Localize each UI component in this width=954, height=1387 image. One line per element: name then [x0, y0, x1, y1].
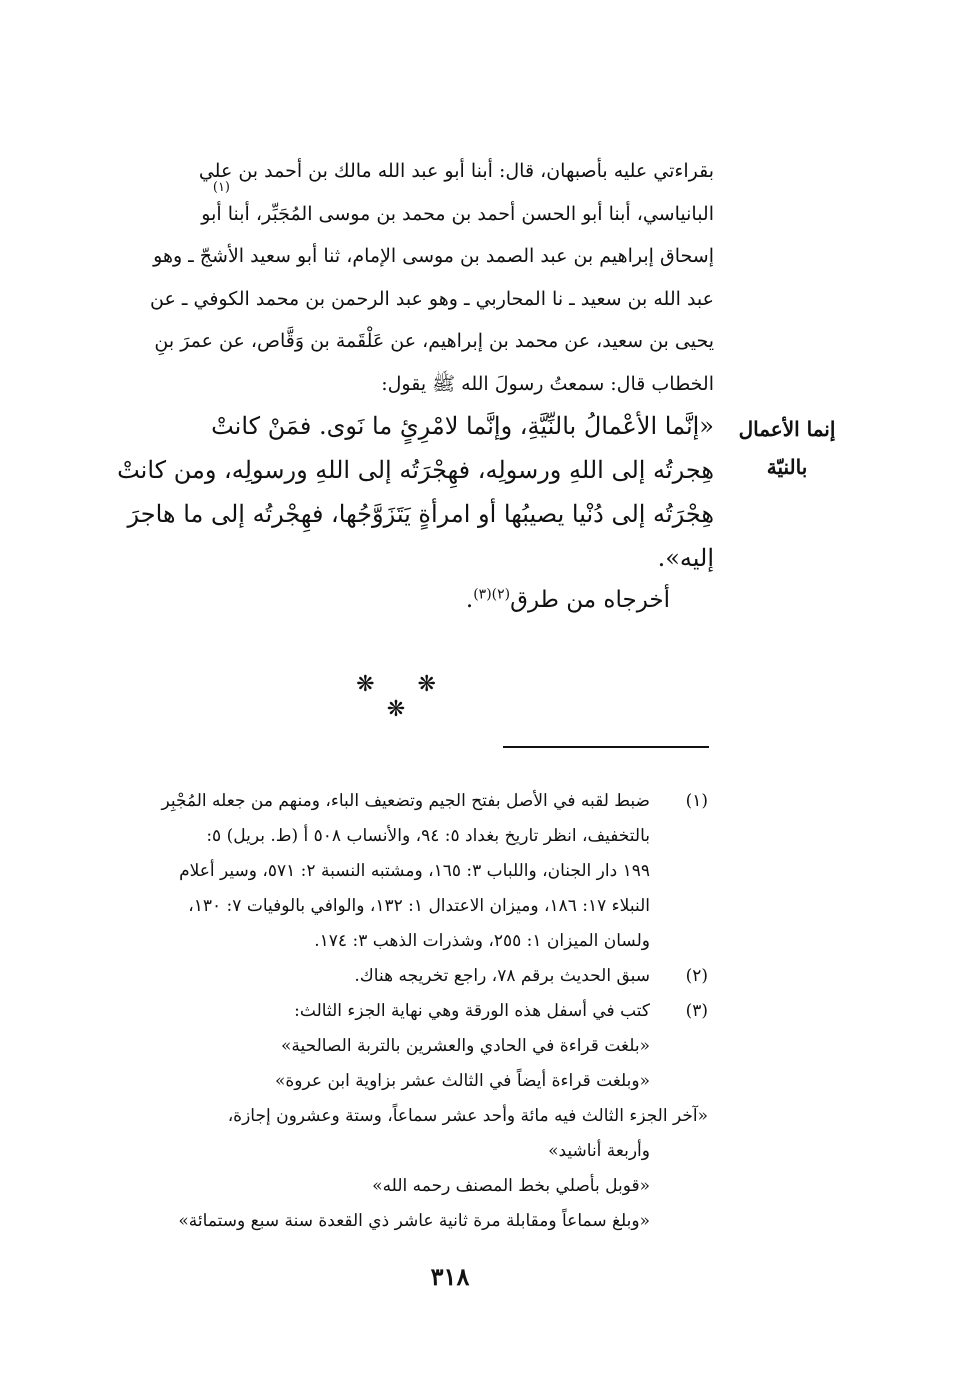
hadith-line: هِجرتُه إلى اللهِ ورسولِه، فهِجْرَتُه إلى اللهِ ورسولِه، ومن كانتْ [117, 456, 714, 484]
section-separator: ❋ ❋ ❋ [356, 672, 454, 722]
takhrij-line [170, 580, 670, 620]
hadith-text [102, 404, 714, 580]
text-line [102, 193, 714, 236]
book-page: بقراءتي عليه بأصبهان، قال: أبنا أبو عبد الله مالك بن أحمد بن علي البانياسي، أبنا أبو الحسن أحمد بن محمد بن موسى المُجَبِّر، أبنا أبو إسحاق إبراهيم بن عبد الصمد بن موسى الإمام، ثنا أبو سعيد الأشجّ ـ وهو عبد الله بن سعيد ـ نا المحاربي ـ وهو عبد الرحمن بن محمد الكوفي ـ عن يحيى بن سعيد، عن محمد بن إبراهيم، عن عَلْقَمة بن وَقَّاص، عن عمرَ بنِ الخطاب قال: سمعتُ رسولَ الله ﷺ يقول: (١) «إنَّما الأعْمالُ بالنِّيَّةِ، وإنَّما لامْرِئٍ ما نَوى. فمَنْ كانتْ هِجرتُه إلى اللهِ ورسولِه، فهِجْرَتُه إلى اللهِ ورسولِه، ومن كانتْ هِجْرَتُه إلى دُنْيا يصيبُها أو امرأةٍ يَتَزَوَّجُها، فهِجْرتُه إلى ما هاجرَ إليه». أخرجاه من طرق$^{(٢)(٣)}$. إنما الأعمال بالنيّة ❋ ❋ ❋ (١) ضبط لقبه في الأصل بفتح الجيم وتضعيف الباء، ومنهم من جعله المُجْبِر بالتخفيف، انظر تاريخ بغداد ٥: ٩٤، والأنساب ٥٠٨ أ (ط. بريل) ٥: ١٩٩ دار الجنان، واللباب ٣: ١٦٥، ومشتبه النسبة ٢: ٥٧١، وسير أعلام النبلاء ١٧: ١٨٦، وميزان الاعتدال ١: ١٣٢، والوافي بالوفيات ٧: ١٣٠، ولسان الميزان ١: ٢٥٥، وشذرات الذهب ٣: ١٧٤. (٢) سبق الحديث برقم ٧٨، راجع تخريجه هناك. (٣) كتب في أسفل هذه الورقة وهي نهاية الجزء الثالث: «بلغت قراءة في الحادي والعشرين بالتربة الصالحية» «وبلغت قراءة أيضاً في الثالث عشر بزاوية ابن عروة» «آخر الجزء الثالث فيه مائة وأحد عشر سماعاً، وستة وعشرون إجازة، وأربعة أناشيد» «قوبل بأصلي بخط المصنف رحمه الله» «وبلغ سماعاً ومقابلة مرة ثانية عاشر ذي القعدة سنة سبع وستمائة» ٣١٨ [0, 0, 954, 1387]
footnote-1 [102, 784, 708, 959]
footnote-line: ضبط لقبه في الأصل بفتح الجيم وتضعيف الباء، ومنهم من جعله المُجْبِر [161, 791, 650, 811]
text-line: إسحاق إبراهيم بن عبد الصمد بن موسى الإمام، ثنا أبو سعيد الأشجّ ـ وهو [153, 245, 714, 267]
footnote-line: كتب في أسفل هذه الورقة وهي نهاية الجزء الثالث: [294, 1001, 650, 1021]
takhrij-end: . [465, 587, 474, 613]
margin-heading-line: بالنيّة [766, 455, 808, 479]
hadith-line: هِجْرَتُه إلى دُنْيا يصيبُها أو امرأةٍ يَتَزَوَّجُها، فهِجْرتُه إلى ما هاجرَ [127, 500, 714, 528]
takhrij-references: (٢)(٣) [473, 586, 511, 603]
colophon-line: «قوبل بأصلي بخط المصنف رحمه الله» [372, 1176, 650, 1196]
colophon-line: «آخر الجزء الثالث فيه مائة وأحد عشر سماعاً، وستة وعشرون إجازة، [227, 1106, 708, 1126]
text-line: بقراءتي عليه بأصبهان، قال: أبنا أبو عبد الله مالك بن أحمد بن علي [198, 160, 714, 182]
footnote-line: سبق الحديث برقم ٧٨، راجع تخريجه هناك. [354, 966, 650, 986]
footnote-number: (١) [685, 791, 708, 811]
colophon-line: وأربعة أناشيد» [548, 1141, 650, 1161]
text-line-fragment: البانياسي، أبنا أبو الحسن أحمد بن محمد بن موسى المُجَبِّر، أبنا أبو [201, 202, 714, 225]
footnote-line: ١٩٩ دار الجنان، واللباب ٣: ١٦٥، ومشتبه النسبة ٢: ٥٧١، وسير أعلام [179, 861, 650, 881]
footnote-line: ولسان الميزان ١: ٢٥٥، وشذرات الذهب ٣: ١٧٤. [314, 931, 650, 951]
text-line: يحيى بن سعيد، عن محمد بن إبراهيم، عن عَلْقَمة بن وَقَّاص، عن عمرَ بنِ [154, 330, 714, 352]
hadith-line: «إنَّما الأعْمالُ بالنِّيَّةِ، وإنَّما لامْرِئٍ ما نَوى. فمَنْ كانتْ [211, 412, 714, 440]
footnote-divider [503, 746, 709, 748]
margin-heading [732, 410, 842, 486]
isnad-text [102, 150, 714, 405]
text-line: عبد الله بن سعيد ـ نا المحاربي ـ وهو عبد الرحمن بن محمد الكوفي ـ عن [150, 287, 714, 310]
margin-heading-line: إنما الأعمال [738, 417, 836, 441]
hadith-line: إليه». [657, 544, 714, 572]
colophon-line: «بلغت قراءة في الحادي والعشرين بالتربة الصالحية» [280, 1036, 650, 1056]
footnote-3 [102, 994, 708, 1029]
colophon-line: «وبلغت قراءة أيضاً في الثالث عشر بزاوية ابن عروة» [275, 1071, 650, 1091]
colophon-line: «وبلغ سماعاً ومقابلة مرة ثانية عاشر ذي القعدة سنة سبع وستمائة» [178, 1211, 650, 1231]
page-number: ٣١٨ [430, 1262, 470, 1291]
takhrij-text: أخرجاه من طرق [510, 587, 670, 613]
footnote-number: (٣) [685, 1001, 708, 1021]
footnote-2 [102, 959, 708, 994]
footnote-line: بالتخفيف، انظر تاريخ بغداد ٥: ٩٤، والأنساب ٥٠٨ أ (ط. بريل) ٥: [206, 826, 650, 846]
footnotes [102, 784, 708, 1239]
footnote-line: النبلاء ١٧: ١٨٦، وميزان الاعتدال ١: ١٣٢، والوافي بالوفيات ٧: ١٣٠، [188, 896, 650, 916]
text-line: الخطاب قال: سمعتُ رسولَ الله ﷺ يقول: [381, 372, 714, 395]
footnote-number: (٢) [685, 966, 708, 986]
